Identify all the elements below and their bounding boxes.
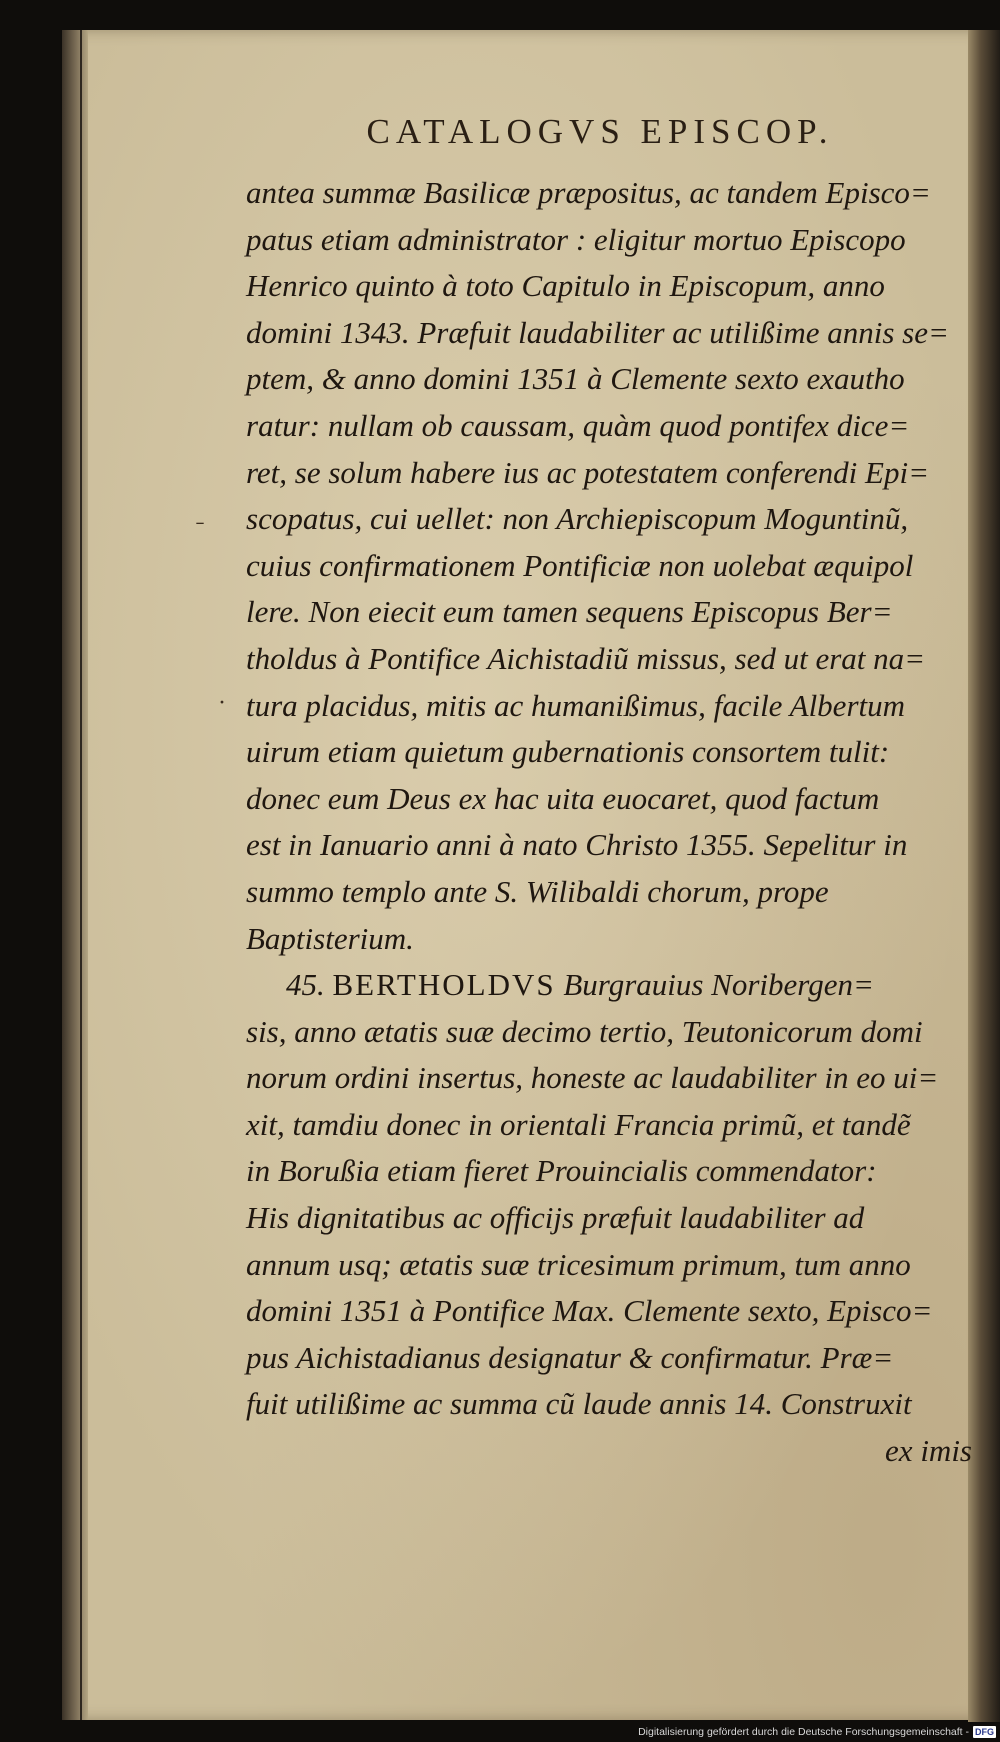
text-line: ret, se solum habere ius ac potestatem conferendi Epi= [246,454,929,490]
running-header: CATALOGVS EPISCOP. [366,112,834,151]
text-line: sis, anno ætatis suæ decimo tertio, Teutonicorum domi [246,1013,923,1049]
text-line: summo templo ante S. Wilibaldi chorum, prope [246,873,829,909]
text-line: pus Aichistadianus designatur & confirmatur. Præ= [246,1339,894,1375]
text-line: antea summæ Basilicæ præpositus, ac tandem Episco= [246,175,931,210]
entry-number: 45. [286,967,325,1003]
credit-text: Digitalisierung gefördert durch die Deutsche Forschungsgemeinschaft - [638,1726,969,1738]
text-line: lere. Non eiecit eum tamen sequens Episcopus Ber= [246,594,893,630]
entry-name: BERTHOLDVS [332,967,556,1003]
margin-mark: · [218,690,226,716]
digitization-credit [610,1722,1000,1742]
text-line: scopatus, cui uellet: non Archiepiscopum Moguntinũ, [246,501,909,537]
text-line: ratur: nullam ob caussam, quàm quod pontifex dice= [246,407,910,443]
main-text [246,170,972,1475]
text-line: est in Ianuario anni à nato Christo 1355. Sepelitur in [246,827,908,863]
text-line: patus etiam administrator : eligitur mortuo Episcopo [246,221,906,257]
text-line: xit, tamdiu donec in orientali Francia primũ, et tandẽ [246,1106,911,1142]
gutter-fold-line [80,30,82,1720]
text-line: cuius confirmationem Pontificiæ non uolebat æquipol [246,547,914,583]
text-line: His dignitatibus ac officijs præfuit laudabiliter ad [246,1200,865,1236]
text-line: uirum etiam quietum gubernationis consortem tulit: [246,734,890,770]
text-line: in Borußia etiam fieret Prouincialis commendator: [246,1153,877,1189]
text-line: norum ordini insertus, honeste ac laudabiliter in eo ui= [246,1060,939,1096]
text-line: donec eum Deus ex hac uita euocaret, quod factum [246,780,880,816]
text-line: domini 1351 à Pontifice Max. Clemente sexto, Episco= [246,1293,933,1329]
page-right-edge [968,30,1000,1742]
text-line: tholdus à Pontifice Aichistadiũ missus, sed ut erat na= [246,640,926,676]
text-line: annum usq; ætatis suæ tricesimum primum, tum anno [246,1246,911,1282]
text-line: tura placidus, mitis ac humanißimus, facile Albertum [246,687,906,723]
catchword: ex imis [885,1433,972,1469]
entry-heading-line [246,962,972,1009]
text-line: Henrico quinto à toto Capitulo in Episcopum, anno [246,268,885,304]
entry-heading-text: Burgrauius Noribergen= [563,967,874,1003]
text-line: fuit utilißime ac summa cũ laude annis 14. Construxit [246,1386,912,1422]
text-line: Baptisterium. [246,920,414,956]
dfg-logo: DFG [975,1727,994,1737]
text-line: ptem, & anno domini 1351 à Clemente sexto exautho [246,361,905,397]
margin-mark: ˗ [196,508,204,534]
page-gutter [62,30,88,1720]
text-line: domini 1343. Præfuit laudabiliter ac utilißime annis se= [246,314,949,350]
